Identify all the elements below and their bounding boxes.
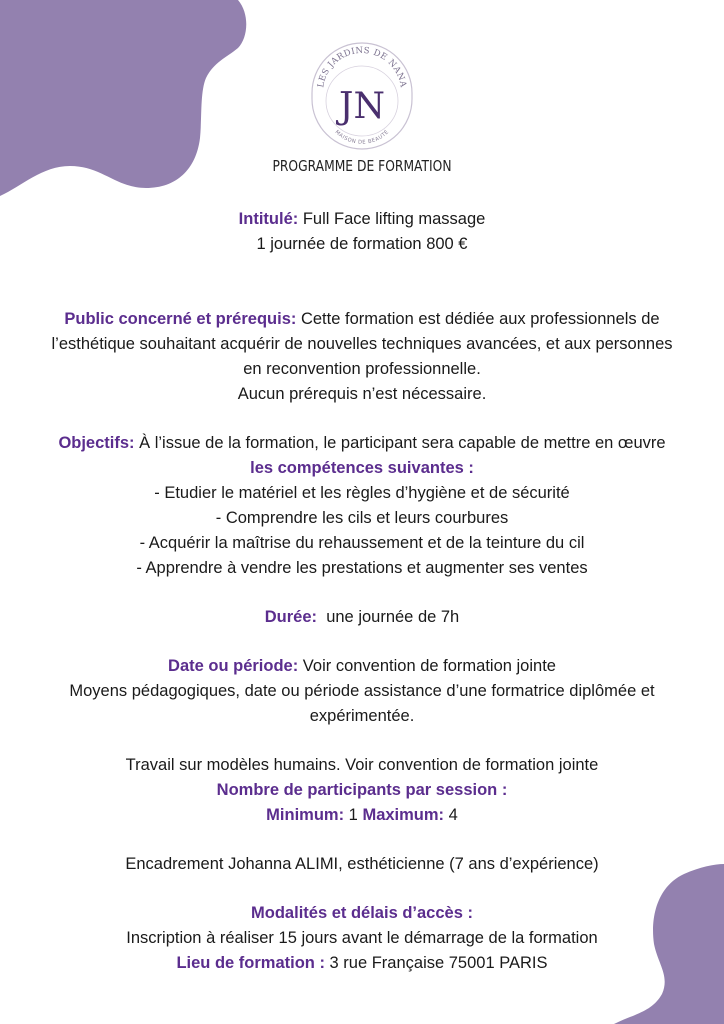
objectif-item: - Comprendre les cils et leurs courbures [215, 509, 509, 527]
date-line-2: Moyens pédagogiques, date ou période assistance d’une formatrice diplômée et [69, 682, 655, 700]
participants-line [0, 803, 724, 828]
max-value: 4 [444, 806, 458, 824]
lieu-line [0, 951, 724, 976]
public-value: Cette formation est dédiée aux professionnels de [296, 310, 660, 328]
participants-heading: Nombre de participants par session : [216, 781, 508, 799]
date-line-3: expérimentée. [309, 707, 415, 725]
logo-monogram: JN [339, 86, 385, 127]
objectif-item: - Apprendre à vendre les prestations et augmenter ses ventes [136, 559, 588, 577]
encadrement-line: Encadrement Johanna ALIMI, esthéticienne (7 ans d’expérience) [125, 855, 599, 873]
date-label: Date ou période: [168, 657, 299, 675]
document-title: PROGRAMME DE FORMATION [272, 157, 452, 175]
intitule-line [0, 207, 724, 232]
public-line [0, 307, 724, 332]
brand-logo [309, 40, 415, 152]
public-label: Public concerné et prérequis: [64, 310, 297, 328]
public-line-2: l’esthétique souhaitant acquérir de nouvelles techniques avancées, et aux personnes [51, 335, 673, 353]
min-value: 1 [344, 806, 363, 824]
modalites-heading: Modalités et délais d’accès : [251, 904, 473, 922]
logo-brand-name: LES JARDINS DE NANA [316, 45, 408, 89]
public-line-3: en reconvention professionnelle. [243, 360, 481, 378]
intitule-label: Intitulé: [238, 210, 299, 228]
public-line-4: Aucun prérequis n’est nécessaire. [237, 385, 487, 403]
lieu-value: 3 rue Française 75001 PARIS [324, 954, 548, 972]
objectif-item: - Acquérir la maîtrise du rehaussement et de la teinture du cil [139, 534, 585, 552]
duree-line [0, 605, 724, 630]
objectifs-subheading: les compétences suivantes : [250, 459, 474, 477]
lieu-label: Lieu de formation : [176, 954, 325, 972]
objectif-item: - Etudier le matériel et les règles d’hygiène et de sécurité [154, 484, 570, 502]
min-label: Minimum: [266, 806, 345, 824]
intitule-price: 1 journée de formation 800 € [256, 235, 468, 253]
objectifs-line [0, 431, 724, 456]
duree-label: Durée: [264, 608, 318, 626]
program-content [0, 207, 724, 976]
logo-subtitle: MAISON DE BEAUTÉ [333, 129, 391, 146]
modalites-line: Inscription à réaliser 15 jours avant le démarrage de la formation [126, 929, 598, 947]
objectifs-value: À l’issue de la formation, le participant sera capable de mettre en œuvre [134, 434, 666, 452]
date-line [0, 654, 724, 679]
objectifs-label: Objectifs: [58, 434, 135, 452]
travail-line: Travail sur modèles humains. Voir convention de formation jointe [125, 756, 599, 774]
duree-value: une journée de 7h [317, 608, 460, 626]
max-label: Maximum: [362, 806, 445, 824]
date-value: Voir convention de formation jointe [298, 657, 556, 675]
svg-text:LES JARDINS DE NANA [316, 46, 408, 89]
intitule-value: Full Face lifting massage [298, 210, 486, 228]
